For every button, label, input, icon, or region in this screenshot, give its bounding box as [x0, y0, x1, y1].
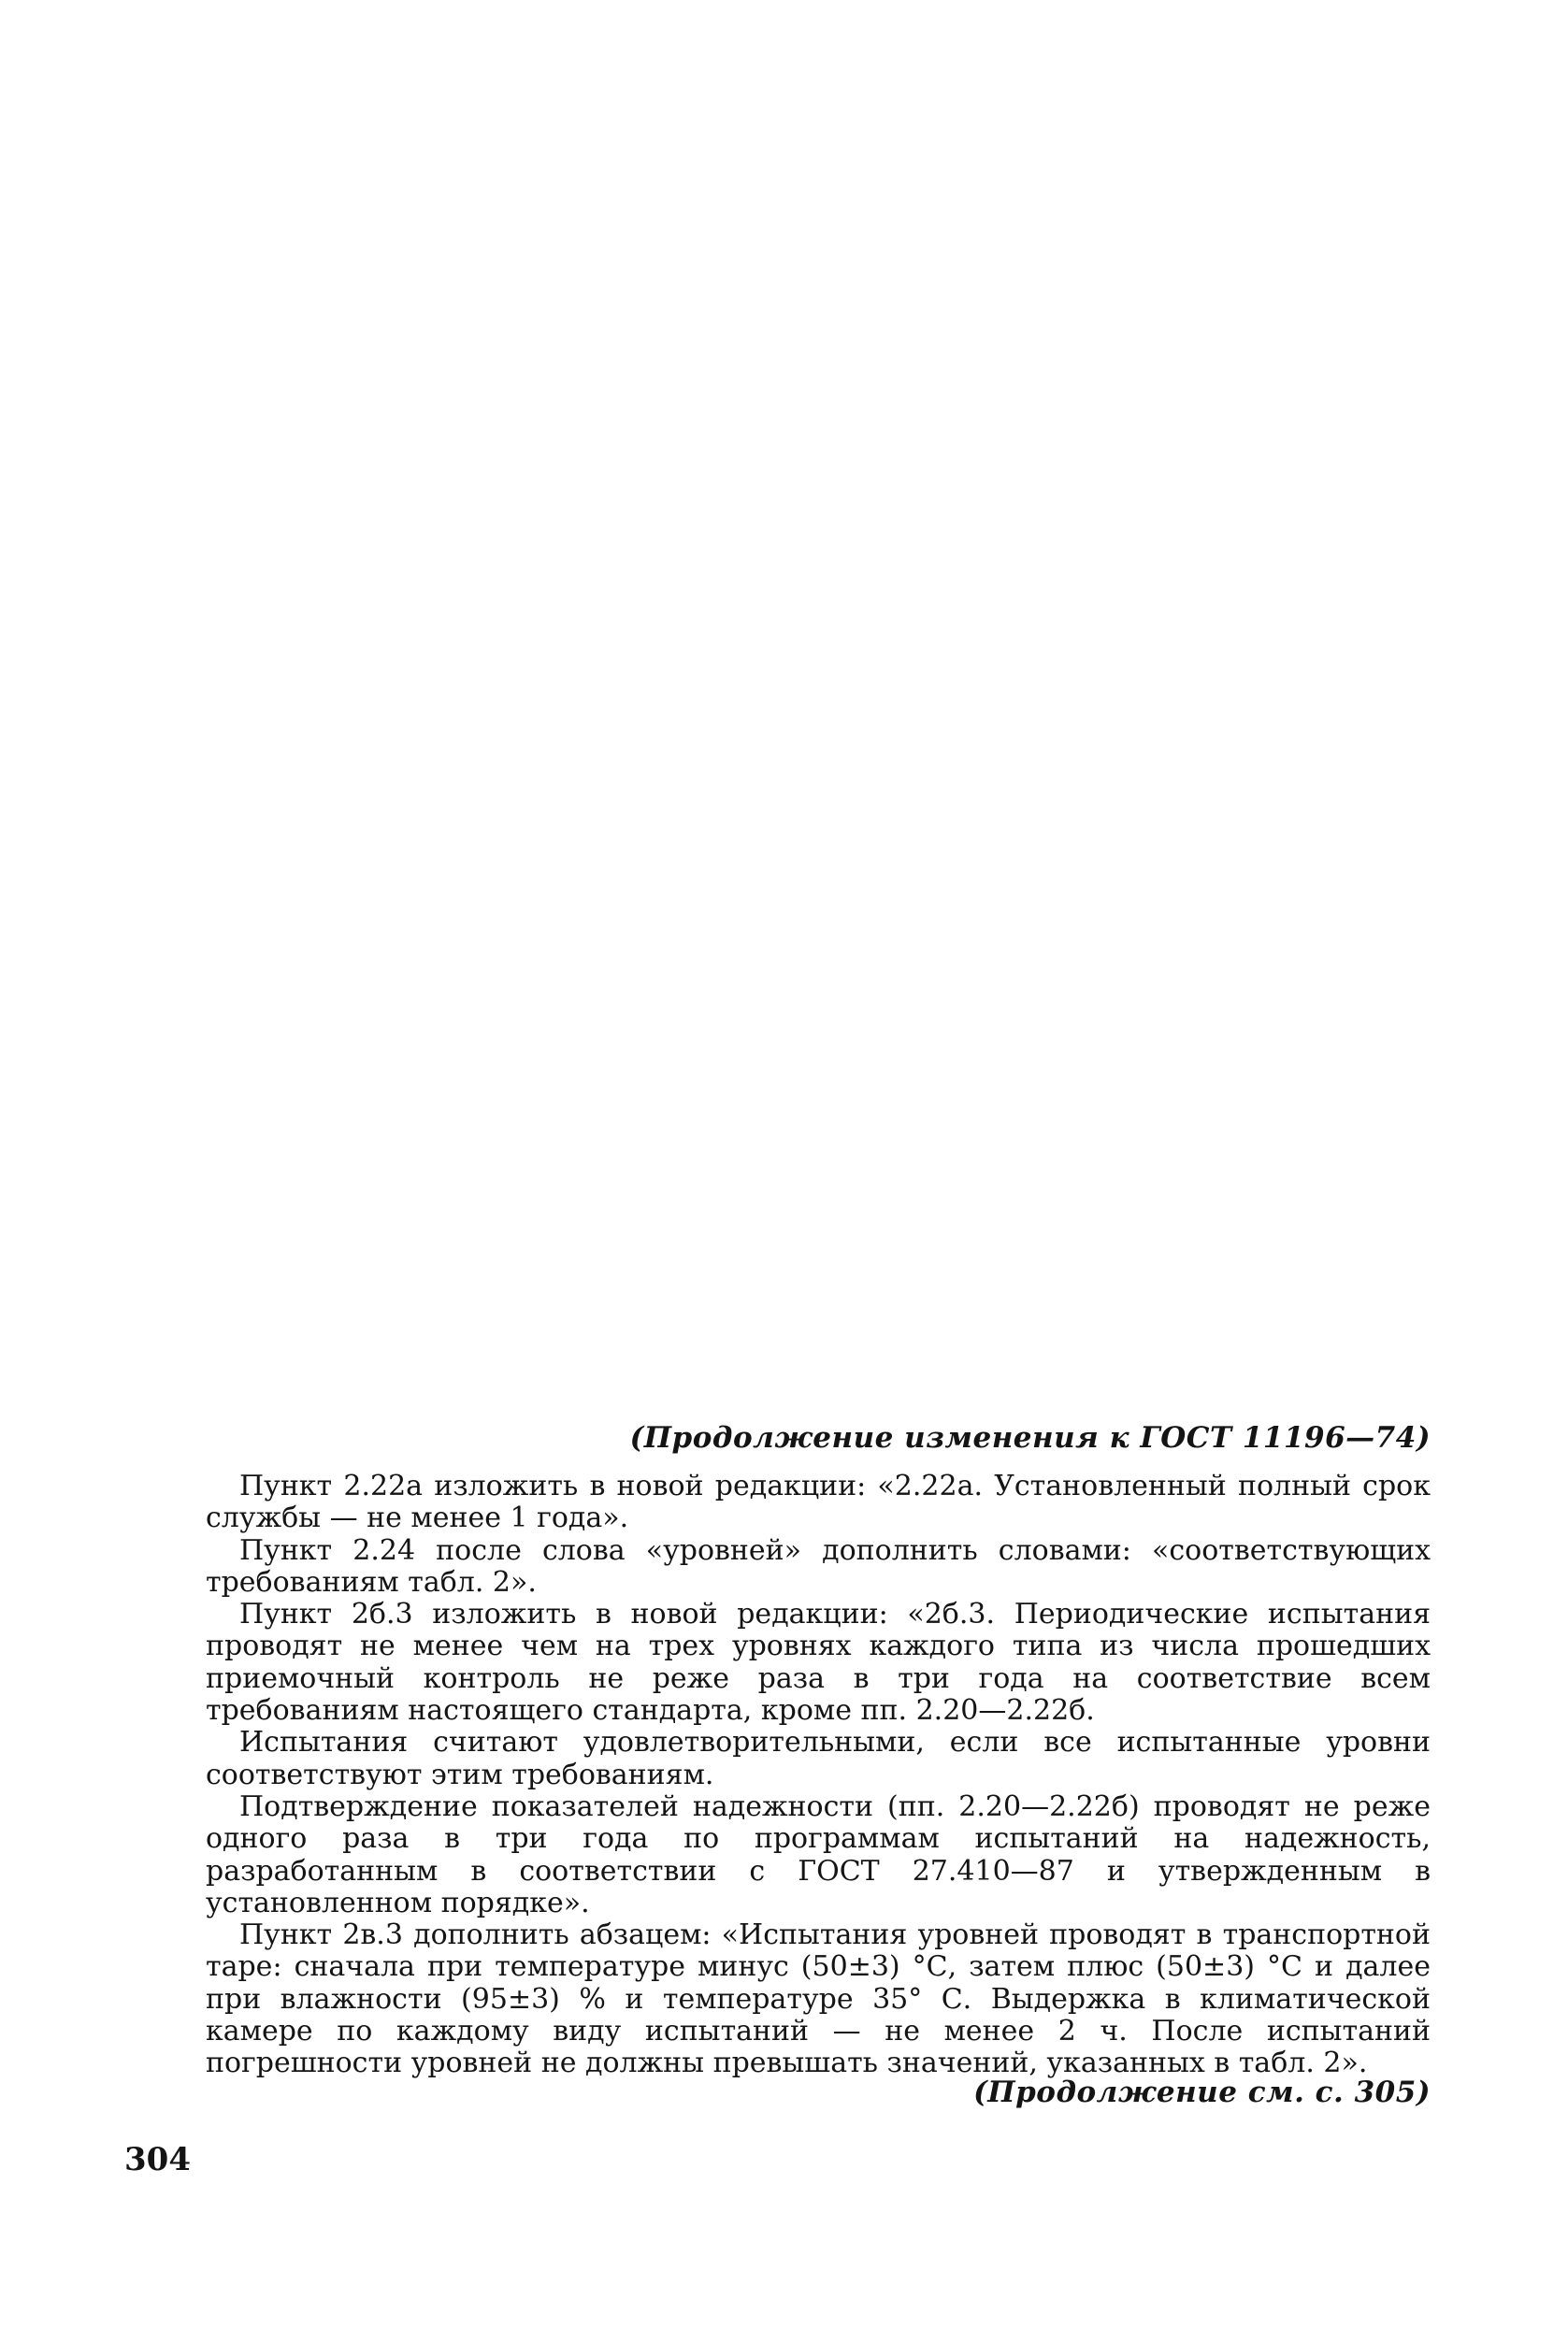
paragraph-tests-satisfactory: Испытания считают удовлетворительными, если все испытанные уровни соответствуют этим требованиям.: [206, 1726, 1431, 1791]
continuation-footer: (Продолжение см. с. 305): [973, 2076, 1431, 2109]
page-number: 304: [124, 2141, 191, 2178]
paragraph-item-2-22a: Пункт 2.22а изложить в новой редакции: «2.22а. Установленный полный срок службы — не менее 1 года».: [206, 1470, 1431, 1535]
paragraph-reliability-confirmation: Подтверждение показателей надежности (пп. 2.20—2.22б) проводят не реже одного раза в три года по программам испытаний на надежность, разработанным в соответствии с ГОСТ 27.410—87 и утвержденным в установленном порядке».: [206, 1789, 1431, 1919]
document-body: [206, 1471, 1431, 2080]
paragraph-item-2b-3: Пункт 2б.3 изложить в новой редакции: «2б.3. Периодические испытания проводят не менее чем на трех уровнях каждого типа из числа прошедших приемочный контроль не реже раза в три года на соответствие всем требованиям настоящего стандарта, кроме пп. 2.20—2.22б.: [206, 1598, 1431, 1728]
paragraph-item-2v-3: Пункт 2в.3 дополнить абзацем: «Испытания уровней проводят в транспортной таре: сначала при температуре минус (50±3) °С, затем плюс (50±3) °С и далее при влажности (95±3) % и температуре 35° С. Выдержка в климатической камере по каждому виду испытаний — не менее 2 ч. После испытаний погрешности уровней не должны превышать значений, указанных в табл. 2».: [206, 1918, 1431, 2080]
continuation-header: (Продолжение изменения к ГОСТ 11196—74): [629, 1421, 1431, 1455]
paragraph-item-2-24: Пункт 2.24 после слова «уровней» дополнить словами: «соответствующих требованиям табл. 2».: [206, 1533, 1431, 1599]
